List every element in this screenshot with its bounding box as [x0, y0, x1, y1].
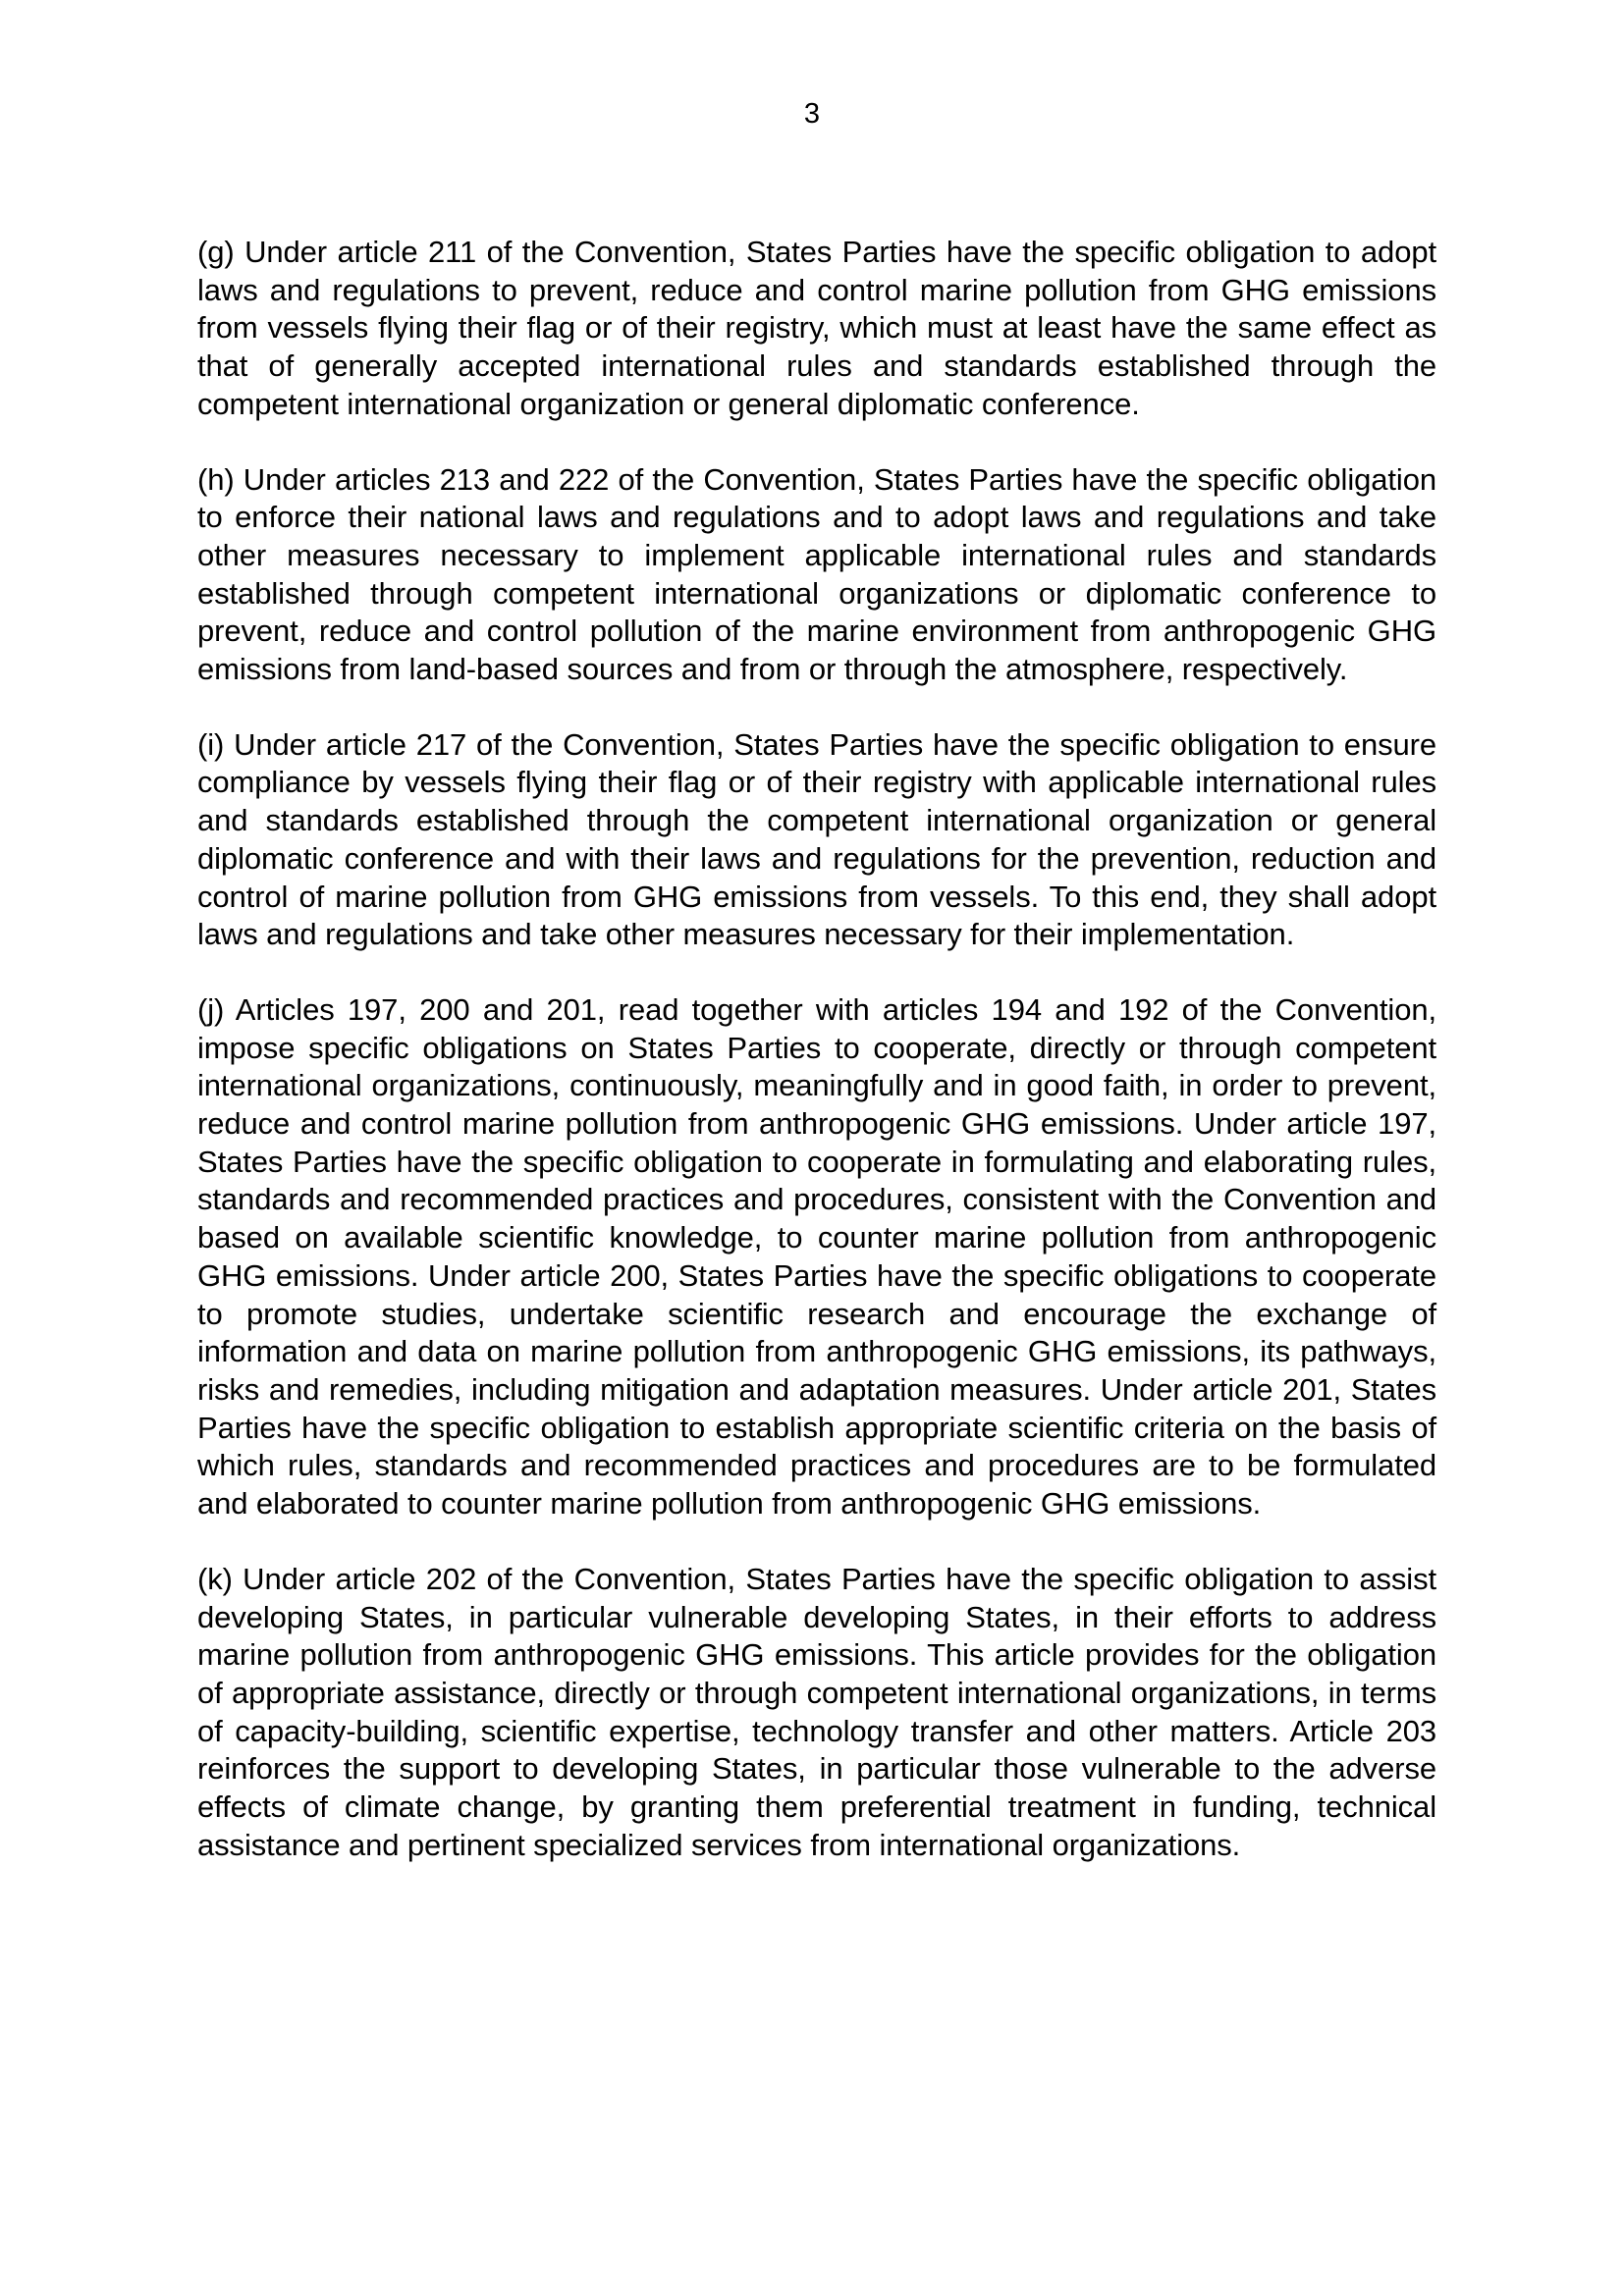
paragraph-j: (j) Articles 197, 200 and 201, read together with articles 194 and 192 of the Convention, impose specific obligations on States Parties to cooperate, directly or through competent international organizations, continuously, meaningfully and in good faith, in order to prevent, reduce and control marine pollution from anthropogenic GHG emissions. Under article 197, States Parties have the specific obligation to cooperate in formulating and elaborating rules, standards and recommended practices and procedures, consistent with the Convention and based on available scientific knowledge, to counter marine pollution from anthropogenic GHG emissions. Under article 200, States Parties have the specific obligations to cooperate to promote studies, undertake scientific research and encourage the exchange of information and data on marine pollution from anthropogenic GHG emissions, its pathways, risks and remedies, including mitigation and adaptation measures. Under article 201, States Parties have the specific obligation to establish appropriate scientific criteria on the basis of which rules, standards and recommended practices and procedures are to be formulated and elaborated to counter marine pollution from anthropogenic GHG emissions.	[197, 991, 1436, 1522]
document-body	[197, 234, 1436, 1864]
paragraph-i: (i) Under article 217 of the Convention, States Parties have the specific obligation to ensure compliance by vessels flying their flag or of their registry with applicable international rules and standards established through the competent international organization or general diplomatic conference and with their laws and regulations for the prevention, reduction and control of marine pollution from GHG emissions from vessels. To this end, they shall adopt laws and regulations and take other measures necessary for their implementation.	[197, 726, 1436, 952]
paragraph-k: (k) Under article 202 of the Convention, States Parties have the specific obligation to assist developing States, in particular vulnerable developing States, in their efforts to address marine pollution from anthropogenic GHG emissions. This article provides for the obligation of appropriate assistance, directly or through competent international organizations, in terms of capacity-building, scientific expertise, technology transfer and other matters. Article 203 reinforces the support to developing States, in particular those vulnerable to the adverse effects of climate change, by granting them preferential treatment in funding, technical assistance and pertinent specialized services from international organizations.	[197, 1561, 1436, 1862]
page-number: 3	[803, 98, 821, 130]
paragraph-g: (g) Under article 211 of the Convention, States Parties have the specific obligation to adopt laws and regulations to prevent, reduce and control marine pollution from GHG emissions from vessels flying their flag or of their registry, which must at least have the same effect as that of generally accepted international rules and standards established through the competent international organization or general diplomatic conference.	[197, 235, 1436, 421]
paragraph-h: (h) Under articles 213 and 222 of the Convention, States Parties have the specific obligation to enforce their national laws and regulations and to adopt laws and regulations and take other measures necessary to implement applicable international rules and standards established through competent international organizations or diplomatic conference to prevent, reduce and control pollution of the marine environment from anthropogenic GHG emissions from land-based sources and from or through the atmosphere, respectively.	[197, 461, 1436, 687]
